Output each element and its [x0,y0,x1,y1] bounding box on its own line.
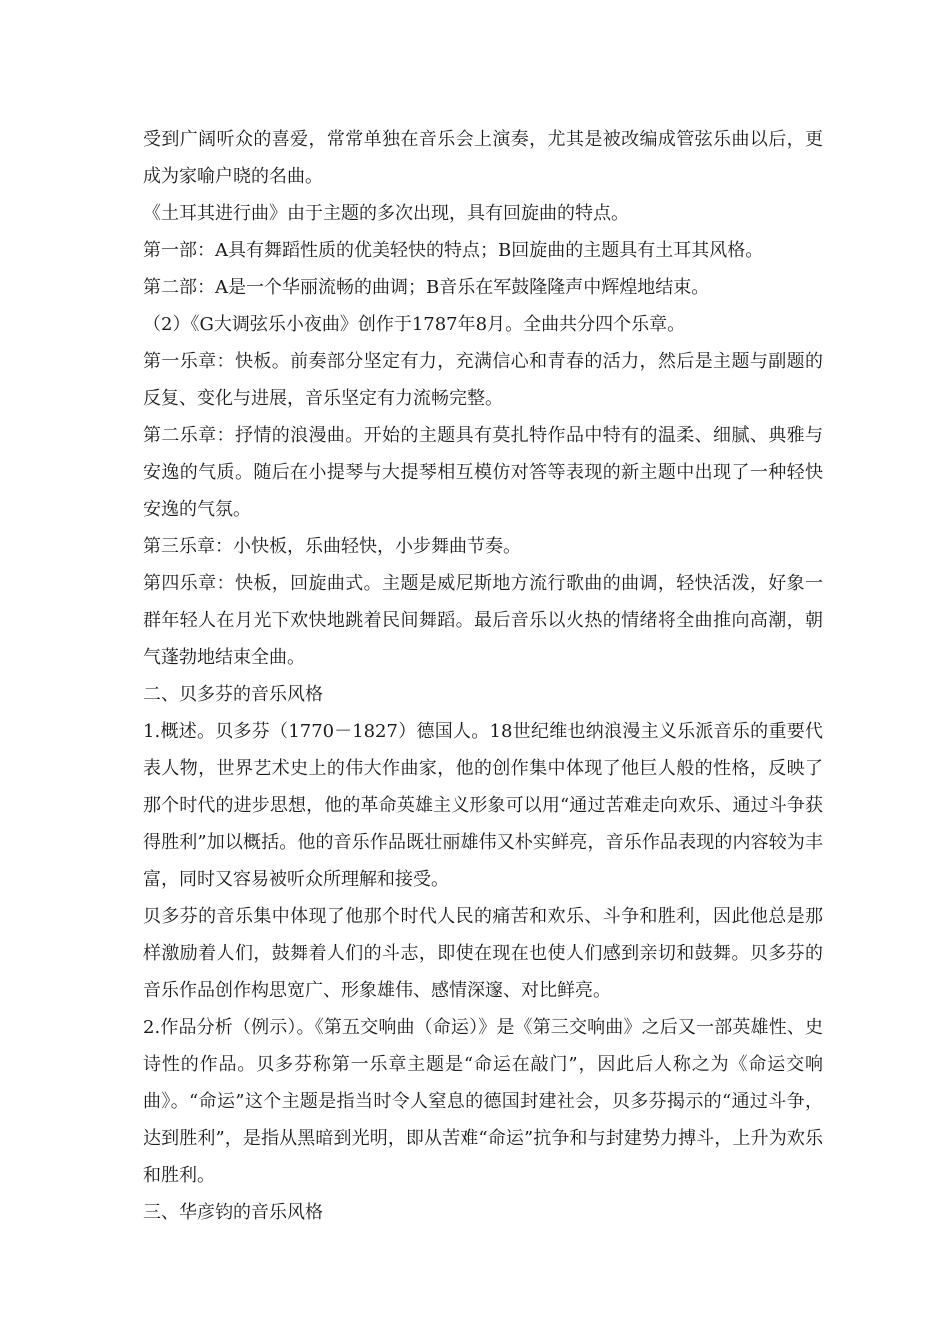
section-heading: 三、华彦钧的音乐风格 [143,1202,323,1223]
paragraph: 第二乐章：抒情的浪漫曲。开始的主题具有莫扎特作品中特有的温柔、细腻、典雅与安逸的气质。随后在小提琴与大提琴相互模仿对答等表现的新主题中出现了一种轻快安逸的气氛。 [143,425,823,520]
paragraph: 《土耳其进行曲》由于主题的多次出现，具有回旋曲的特点。 [143,203,629,224]
paragraph: 受到广阔听众的喜爱，常常单独在音乐会上演奏，尤其是被改编成管弦乐曲以后，更成为家喻户晓的名曲。 [143,129,823,187]
paragraph: 第一乐章：快板。前奏部分坚定有力，充满信心和青春的活力，然后是主题与副题的反复、变化与进展，音乐坚定有力流畅完整。 [143,351,823,409]
paragraph: 2.作品分析（例示）。《第五交响曲（命运）》是《第三交响曲》之后又一部英雄性、史诗性的作品。贝多芬称第一乐章主题是“命运在敲门”，因此后人称之为《命运交响曲》。“命运”这个主题是指当时令人窒息的德国封建社会，贝多芬揭示的“通过斗争，达到胜利”，是指从黑暗到光明，即从苦难“命运”抗争和与封建势力搏斗，上升为欢乐和胜利。 [143,1017,823,1186]
document-body [143,121,823,1231]
section-heading: 二、贝多芬的音乐风格 [143,684,323,705]
paragraph: 贝多芬的音乐集中体现了他那个时代人民的痛苦和欢乐、斗争和胜利，因此他总是那样激励着人们，鼓舞着人们的斗志，即使在现在也使人们感到亲切和鼓舞。贝多芬的音乐作品创作构思宽广、形象雄伟、感情深邃、对比鲜亮。 [143,906,823,1001]
paragraph: 1.概述。贝多芬（1770－1827）德国人。18世纪维也纳浪漫主义乐派音乐的重要代表人物，世界艺术史上的伟大作曲家，他的创作集中体现了他巨人般的性格，反映了那个时代的进步思想，他的革命英雄主义形象可以用“通过苦难走向欢乐、通过斗争获得胜利”加以概括。他的音乐作品既壮丽雄伟又朴实鲜亮，音乐作品表现的内容较为丰富，同时又容易被听众所理解和接受。 [143,721,823,890]
paragraph: 第三乐章：小快板，乐曲轻快，小步舞曲节奏。 [143,536,521,557]
paragraph: 第四乐章：快板，回旋曲式。主题是威尼斯地方流行歌曲的曲调，轻快活泼，好象一群年轻人在月光下欢快地跳着民间舞蹈。最后音乐以火热的情绪将全曲推向高潮，朝气蓬勃地结束全曲。 [143,573,823,668]
paragraph: （2）《G大调弦乐小夜曲》创作于1787年8月。全曲共分四个乐章。 [143,314,686,335]
paragraph: 第二部：A是一个华丽流畅的曲调；B音乐在军鼓隆隆声中辉煌地结束。 [143,277,710,298]
paragraph: 第一部：A具有舞蹈性质的优美轻快的特点；B回旋曲的主题具有土耳其风格。 [143,240,764,261]
